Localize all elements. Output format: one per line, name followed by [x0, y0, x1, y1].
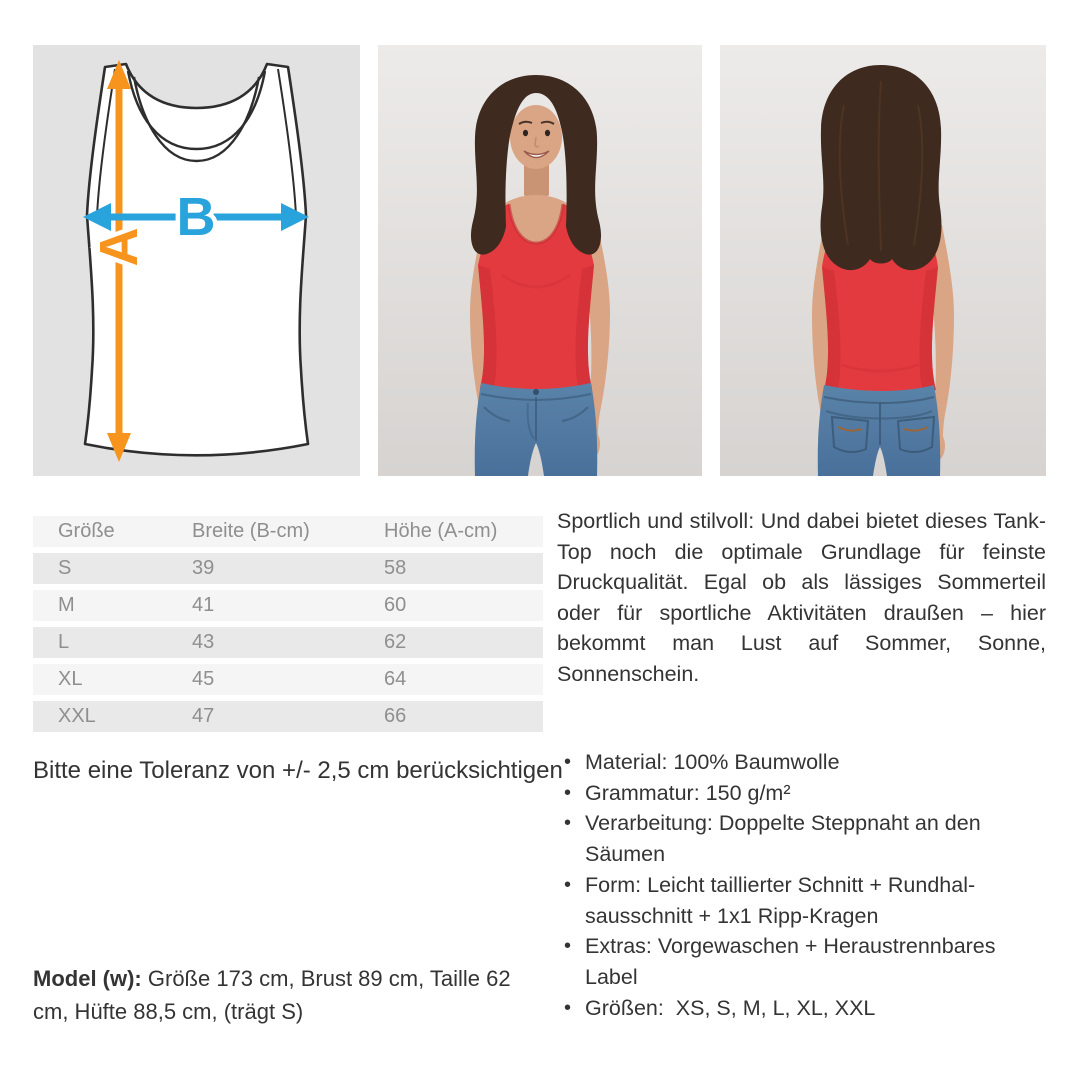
- cell-size: S: [58, 557, 72, 579]
- feature-list: [557, 747, 1050, 1023]
- width-label-b: B: [176, 187, 216, 247]
- feature-groessen: • Größen: XS, S, M, L, XL, XXL: [557, 993, 1050, 1024]
- feature-verarbeitung: • Verarbeitung: Doppelte Steppnaht an den Säumen: [557, 808, 1050, 869]
- cell-width: 43: [192, 631, 215, 653]
- cell-height: 62: [384, 631, 407, 653]
- feature-grammatur: • Grammatur: 150 g/m²: [557, 778, 1050, 809]
- table-row: [33, 701, 543, 732]
- cell-width: 47: [192, 705, 215, 727]
- height-label-a: A: [89, 227, 149, 267]
- cell-height: 58: [384, 557, 407, 579]
- tank-top-measurement-diagram: [33, 45, 360, 476]
- cell-width: 41: [192, 594, 215, 616]
- jeans-button: [533, 389, 539, 395]
- model-back-illustration: [720, 45, 1046, 476]
- size-table: [33, 516, 543, 738]
- product-description: Sportlich und stilvoll: Und dabei bietet dieses Tank-Top noch die optimale Grundlage für feinste Druckqualität. Egal ob als lässiges Sommerteil oder für sportliche Aktivitäten draußen – hier bekommt man Lust auf Sommer, Sonne, Sonnenschein.: [557, 509, 1046, 686]
- model-front-photo: [378, 45, 702, 476]
- cell-height: 60: [384, 594, 407, 616]
- cell-size: XXL: [58, 705, 96, 727]
- model-back-photo: [720, 45, 1046, 476]
- model-info-label: Model (w):: [33, 966, 142, 991]
- col-header-height: Höhe (A-cm): [384, 520, 498, 542]
- feature-extras: • Extras: Vorgewaschen + Heraustrennbares Label: [557, 931, 1050, 992]
- col-header-width: Breite (B-cm): [192, 520, 310, 542]
- col-header-size: Größe: [58, 520, 115, 542]
- table-row: [33, 664, 543, 695]
- cell-width: 39: [192, 557, 215, 579]
- cell-size: L: [58, 631, 70, 653]
- cell-height: 66: [384, 705, 407, 727]
- table-row: [33, 553, 543, 584]
- model-front-illustration: [378, 45, 702, 476]
- cell-size: M: [58, 594, 75, 616]
- tolerance-note: Bitte eine Toleranz von +/- 2,5 cm berücksichtigen: [33, 757, 563, 784]
- cell-width: 45: [192, 668, 215, 690]
- model-info: [33, 962, 548, 1028]
- cell-height: 64: [384, 668, 407, 690]
- size-table-header-row: [33, 516, 543, 547]
- table-row: [33, 627, 543, 658]
- model-info-details: Größe 173 cm, Brust 89 cm, Taille 62 cm, Hüfte 88,5 cm, (trägt S): [33, 966, 511, 1024]
- size-diagram-panel: [33, 45, 360, 476]
- cell-size: XL: [58, 668, 83, 690]
- feature-form: • Form: Leicht taillierter Schnitt + Rundhalsausschnitt + 1x1 Ripp-Kragen: [557, 870, 1050, 931]
- feature-material: • Material: 100% Baumwolle: [557, 747, 1050, 778]
- table-row: [33, 590, 543, 621]
